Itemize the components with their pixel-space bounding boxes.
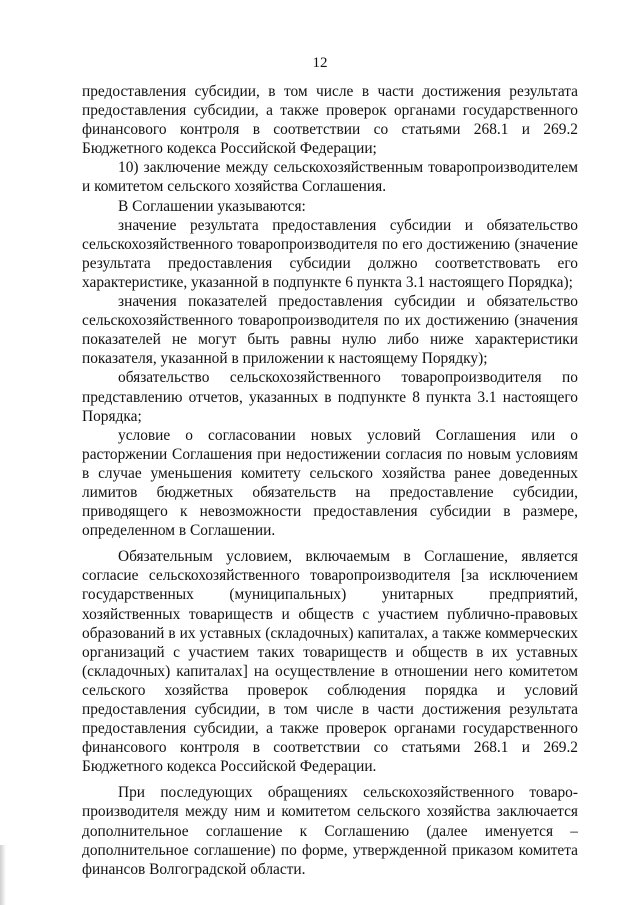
document-body [82,82,578,879]
page-number: 12 [312,55,328,71]
scan-edge-shadow [0,845,6,905]
paragraph-mandatory-condition: Обязательным условием, включаемым в Соглашение, является согласие сельскохозяйственного товаропроизводителя [за исключением государственных (муниципальных) унитарных предприятий, хозяйственных товариществ и обществ с участием публично-правовых образований в их уставных (складочных) капиталах, а также коммерческих организаций с участием таких товариществ и обществ в их уставных (складочных) капиталах] на осуществление в отношении него комитетом сельского хозяйства проверок соблюдения порядка и условий предоставления субсидии, в том числе в части достижения результата предоставления субсидии, а также проверок органами государственного финансового контроля в соответствии со статьями 268.1 и 269.2 Бюджетного кодекса Российской Федерации. [82,548,578,776]
paragraph-report-obligation: обязательство сельскохозяйственного товаропроизводителя по представлению отчетов, указанных в подпункте 8 пункта 3.1 настоящего Порядка; [82,369,578,425]
paragraph-result-value: значение результата предоставления субсидии и обязательство сельскохозяйственного товаропроизводителя по его достижению (значение результата предоставления субсидии должно соответствовать его характеристике, указанной в подпункте 6 пункта 3.1 настоящего Порядка); [82,216,578,291]
paragraph-item-10: 10) заключение между сельскохозяйственным товаропроизводителем и комитетом сельского хозяйства Соглашения. [82,159,578,196]
paragraph-agreement-intro: В Соглашении указываются: [118,197,306,215]
paragraph-indicator-values: значения показателей предоставления субсидии и обязательство сельскохозяйственного товаропроизводителя по их достижению (значения показателей не могут быть равны нулю либо ниже характеристики показателя, указанной в приложении к настоящему Порядку); [82,293,578,368]
paragraph-additional-agreement: При последующих обращениях сельскохозяйственного товаропроизводителя между ним и комитетом сельского хозяйства заключается дополнительное соглашение к Соглашению (далее именуется – дополнительное соглашение) по форме, утвержденной приказом комитета финансов Волгоградской области. [82,784,578,878]
paragraph-continuation: предоставления субсидии, в том числе в части достижения результата предоставления субсидии, а также проверок органами государственного финансового контроля в соответствии со статьями 268.1 и 269.2 Бюджетного кодекса Российской Федерации; [82,83,578,158]
paragraph-new-conditions: условие о согласовании новых условий Соглашения или о расторжении Соглашения при недостижении согласия по новым условиям в случае уменьшения комитету сельского хозяйства ранее доведенных лимитов бюджетных обязательств на предоставление субсидии, приводящего к невозможности предоставления субсидии в размере, определенном в Соглашении. [82,426,578,540]
